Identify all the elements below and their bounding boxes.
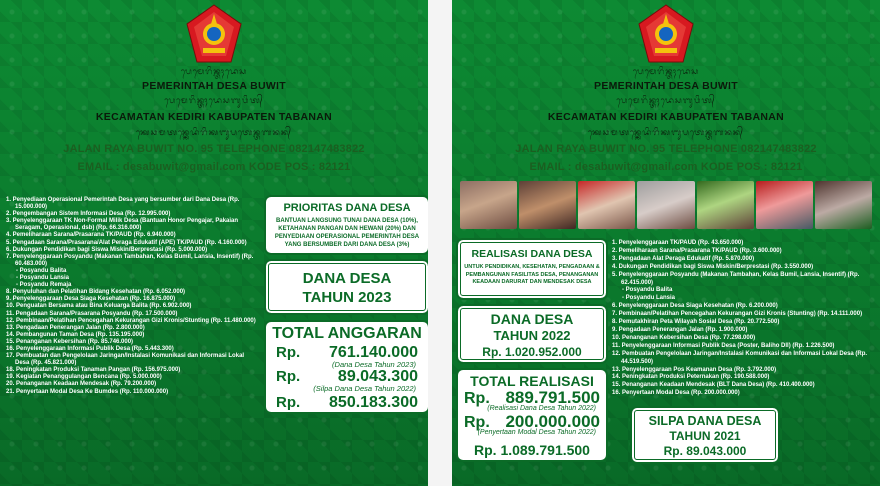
priority-title: PRIORITAS DANA DESA	[283, 202, 411, 214]
balinese-script-title: ᬧᬾᬫᬾᬭᬶᬦ᭄ᬢᬄᬤᬾᬲᬩᬸᬯᬶᬢ᭄	[616, 96, 716, 106]
balinese-script-title: ᬧᬾᬫᬾᬭᬶᬦ᭄ᬢᬄᬤᬾᬲᬩᬸᬯᬶᬢ᭄	[164, 96, 264, 106]
header-address: JALAN RAYA BUWIT NO. 95 TELEPHONE 082147483822	[63, 143, 365, 155]
program-list-item: 12. Pembinaan/Pelatihan Pencegahan Kekurangan Gizi Kronis/Stunting (Rp. 11.480.000)	[6, 317, 256, 324]
program-list-2022	[612, 240, 880, 398]
program-list-item: 13. Pengadaan Penerangan Jalan (Rp. 2.800.000)	[6, 324, 145, 331]
left-poster	[0, 0, 428, 486]
program-list-item: 10. Penanganan Kebersihan Desa (Rp. 77.298.000)	[612, 334, 756, 341]
rp-label: Rp.	[276, 368, 301, 385]
amount-penyertaan-modal-2022: 200.000.000	[505, 412, 600, 431]
silpa-title: SILPA DANA DESA	[648, 414, 762, 428]
total-realisasi-amount: Rp. 1.089.791.500	[474, 442, 590, 458]
amount-realisasi-2022: 889.791.500	[505, 388, 600, 407]
total-anggaran-amount: 850.183.300	[329, 394, 418, 411]
program-list-item: 4. Pemeliharaan Sarana/Prasarana TK/PAUD (Rp. 6.940.000)	[6, 232, 176, 239]
program-list-item: - Posyandu Lansia	[622, 295, 676, 302]
silpa-year: TAHUN 2021	[669, 429, 741, 443]
header-title: PEMERINTAH DESA BUWIT	[142, 80, 286, 92]
program-list-item: - Posyandu Balita	[16, 267, 67, 274]
amount-dana-desa-2023: 761.140.000	[329, 344, 418, 361]
program-list-item: 9. Pengadaan Penerangan Jalan (Rp. 1.900.000)	[612, 326, 748, 333]
program-list-item: 9. Penyelenggaraan Desa Siaga Kesehatan (Rp. 16.875.000)	[6, 296, 176, 303]
header-address: JALAN RAYA BUWIT NO. 95 TELEPHONE 082147483822	[515, 143, 817, 155]
balinese-script-district: ᬓᬾᬘᬫᬢᬦ᭄ᬓᬾᬤᬶᬭᬶᬓᬩᬸᬧᬢᬾᬦ᭄ᬢᬩᬦᬦ᭄	[588, 128, 744, 138]
note-dana-desa-2023: (Dana Desa Tahun 2023)	[332, 360, 416, 369]
program-list-item: 11. Pengadaan Sarana/Prasarana Posyandu (Rp. 17.500.000)	[6, 310, 178, 317]
activity-photo	[578, 181, 635, 229]
program-list-item: - Posyandu Remaja	[16, 282, 72, 289]
program-list-item: 18. Peningkatan Produksi Tanaman Pangan (Rp. 156.975.000)	[6, 367, 181, 374]
dana-desa-2022-amount: Rp. 1.020.952.000	[482, 345, 582, 359]
right-poster	[452, 0, 880, 486]
program-list-item: 7. Penyelenggaraan Posyandu (Makanan Tambahan, Kelas Bumil, Lansia, Insentif) (Rp. 60.483.000)	[6, 253, 254, 267]
dana-desa-2022-box	[456, 304, 608, 364]
activity-photo	[815, 181, 872, 229]
program-list-item: 8. Penyuluhan dan Pelatihan Bidang Kesehatan (Rp. 6.052.000)	[6, 289, 186, 296]
note-silpa-2022: (Silpa Dana Desa Tahun 2022)	[313, 384, 416, 393]
header-email: EMAIL : desabuwit@gmail.com KODE POS : 82121	[77, 161, 351, 173]
silpa-amount: Rp. 89.043.000	[663, 444, 747, 458]
program-list-item: 14. Pembangunan Taman Desa (Rp. 135.195.000)	[6, 331, 145, 338]
activity-photo	[697, 181, 754, 229]
total-anggaran-box	[264, 320, 428, 414]
dana-desa-year: TAHUN 2023	[302, 289, 392, 306]
rp-label: Rp.	[464, 414, 490, 431]
activity-photo	[519, 181, 576, 229]
program-list-item: 13. Penyelenggaraan Pos Keamanan Desa (Rp. 3.792.000)	[612, 366, 777, 373]
priority-text: BANTUAN LANGSUNG TUNAI DANA DESA (10%), KETAHANAN PANGAN DAN HEWANI (20%) DAN PENYEDIAAN OPERASIONAL PEMERINTAH DESA YANG BERSUMBER DARI DANA DESA (3%)	[274, 218, 420, 248]
program-list-item: 16. Penyelenggaraan Informasi Publik Desa (Rp. 5.443.300)	[6, 345, 174, 352]
dana-desa-year: TAHUN 2022	[493, 328, 571, 343]
header-email: EMAIL : desabuwit@gmail.com KODE POS : 82121	[529, 161, 803, 173]
village-logo-emblem	[635, 4, 697, 64]
note-penyertaan-modal-2022: (Penyertaan Modal Desa Tahun 2022)	[477, 429, 596, 436]
program-list-item: 1. Penyediaan Operasional Pemerintah Desa yang bersumber dari Dana Desa (Rp. 15.000.000)	[6, 197, 240, 211]
program-list-item: 16. Penyertaan Modal Desa (Rp. 200.000.000)	[612, 390, 740, 397]
program-list-item: 20. Penanganan Keadaan Mendesak (Rp. 79.200.000)	[6, 381, 157, 388]
village-logo-emblem	[183, 4, 245, 64]
dana-desa-title: DANA DESA	[490, 311, 574, 327]
program-list-item: 8. Pemutakhiran Peta Wilayah Sosial Desa (Rp. 20.772.500)	[612, 319, 780, 326]
program-list-item: 21. Penyertaan Modal Desa Ke Bumdes (Rp. 110.000.000)	[6, 388, 169, 395]
total-realisasi-title: TOTAL REALISASI	[470, 373, 594, 389]
total-realisasi-box	[456, 368, 608, 462]
program-list-item: 6. Dukungan Pendidikan bagi Siswa Miskin/Berprestasi (Rp. 5.000.000)	[6, 246, 208, 253]
header-district: KECAMATAN KEDIRI KABUPATEN TABANAN	[95, 111, 333, 123]
header-title: PEMERINTAH DESA BUWIT	[594, 80, 738, 92]
program-list-item: 12. Pembuatan Pengelolaan Jaringan/Instalasi Komunikasi dan Informasi Lokal Desa (Rp. 44.519.500)	[612, 350, 868, 365]
dana-desa-2023-box	[264, 259, 428, 315]
balinese-script-district: ᬓᬾᬘᬫᬢᬦ᭄ᬓᬾᬤᬶᬭᬶᬓᬩᬸᬧᬢᬾᬦ᭄ᬢᬩᬦᬦ᭄	[136, 128, 292, 138]
program-list-item: 7. Pembinaan/Pelatihan Pencegahan Kekurangan Gizi Kronis (Stunting) (Rp. 14.111.000)	[612, 311, 863, 318]
program-list-item: 3. Pengadaan Alat Peraga Edukatif (Rp. 5.870.000)	[612, 255, 755, 262]
program-list-item: 2. Pengembangan Sistem Informasi Desa (Rp. 12.995.000)	[6, 211, 171, 218]
program-list-item: - Posyandu Lansia	[16, 275, 70, 282]
activity-photo	[637, 181, 694, 229]
program-list-item: 15. Penanganan Kebersihan (Rp. 85.746.000)	[6, 338, 134, 345]
amount-silpa-2022: 89.043.300	[337, 368, 418, 385]
balinese-script-top: ᬧᬾᬫᬾᬭᬶᬦ᭄ᬢᬄᬤᬾᬲ	[180, 67, 248, 77]
note-realisasi-2022: (Realisasi Dana Desa Tahun 2022)	[487, 405, 596, 412]
priority-box	[264, 195, 428, 255]
dana-desa-title: DANA DESA	[302, 270, 392, 287]
program-list-item: 3. Penyelenggaraan TK Non-Formal Milik Desa (Bantuan Honor Pengajar, Pakaian Seragam, Operasional, dsb) (Rp. 66.316.000)	[6, 218, 239, 232]
program-list-item: 15. Penanganan Keadaan Mendesak (BLT Dana Desa) (Rp. 410.400.000)	[612, 382, 815, 389]
header-district: KECAMATAN KEDIRI KABUPATEN TABANAN	[547, 111, 785, 123]
activity-photo-strip	[460, 181, 872, 229]
realisasi-title: REALISASI DANA DESA	[471, 248, 593, 260]
activity-photo	[756, 181, 813, 229]
program-list-item: 1. Penyelenggaraan TK/PAUD (Rp. 43.650.000)	[612, 240, 744, 246]
program-list-item: 6. Penyelenggaraan Desa Siaga Kesehatan (Rp. 6.200.000)	[612, 303, 778, 310]
rp-label: Rp.	[276, 344, 301, 361]
program-list-item: 10. Penguatan Bersama atau Bina Keluarga Balita (Rp. 6.902.000)	[6, 303, 192, 310]
program-list-2023	[6, 197, 258, 396]
total-anggaran-title: TOTAL ANGGARAN	[272, 325, 422, 342]
program-list-item: 5. Penyelenggaraan Posyandu (Makanan Tambahan, Kelas Bumil, Lansia, Insentif) (Rp. 62.415.000)	[612, 271, 860, 286]
program-list-item: 5. Pengadaan Sarana/Prasarana/Alat Peraga Edukatif (APE) TK/PAUD (Rp. 4.160.000)	[6, 239, 247, 246]
balinese-script-top: ᬧᬾᬫᬾᬭᬶᬦ᭄ᬢᬄᬤᬾᬲ	[632, 67, 700, 77]
program-list-item: 14. Peningkatan Produksi Peternakan (Rp. 190.588.000)	[612, 374, 770, 381]
rp-label: Rp.	[276, 394, 301, 411]
program-list-item: 17. Pembuatan dan Pengelolaan Jaringan/Instalasi Komunikasi dan Informasi Lokal Desa (Rp. 45.821.000)	[6, 353, 245, 367]
program-list-item: 2. Pemeliharaan Sarana/Prasarana TK/PAUD (Rp. 3.600.000)	[612, 247, 782, 254]
program-list-item: 4. Dukungan Pendidikan bagi Siswa Miskin/Berprestasi (Rp. 3.550.000)	[612, 263, 814, 270]
silpa-2021-box	[630, 406, 780, 464]
activity-photo	[460, 181, 517, 229]
rp-label: Rp.	[464, 390, 490, 407]
program-list-item: 19. Kegiatan Penanggulangan Bencana (Rp. 5.000.000)	[6, 374, 162, 381]
program-list-item: - Posyandu Balita	[622, 287, 673, 294]
realisasi-text: UNTUK PENDIDIKAN, KESEHATAN, PENGADAAN & PEMBANGUNAN FASILITAS DESA, PENANGANAN KEADAAN DARURAT DAN MENDESAK DESA	[464, 264, 600, 285]
program-list-item: 11. Penyelenggaraan Informasi Publik Desa (Poster, Baliho Dll) (Rp. 1.226.500)	[612, 342, 835, 349]
realisasi-box	[456, 238, 608, 300]
